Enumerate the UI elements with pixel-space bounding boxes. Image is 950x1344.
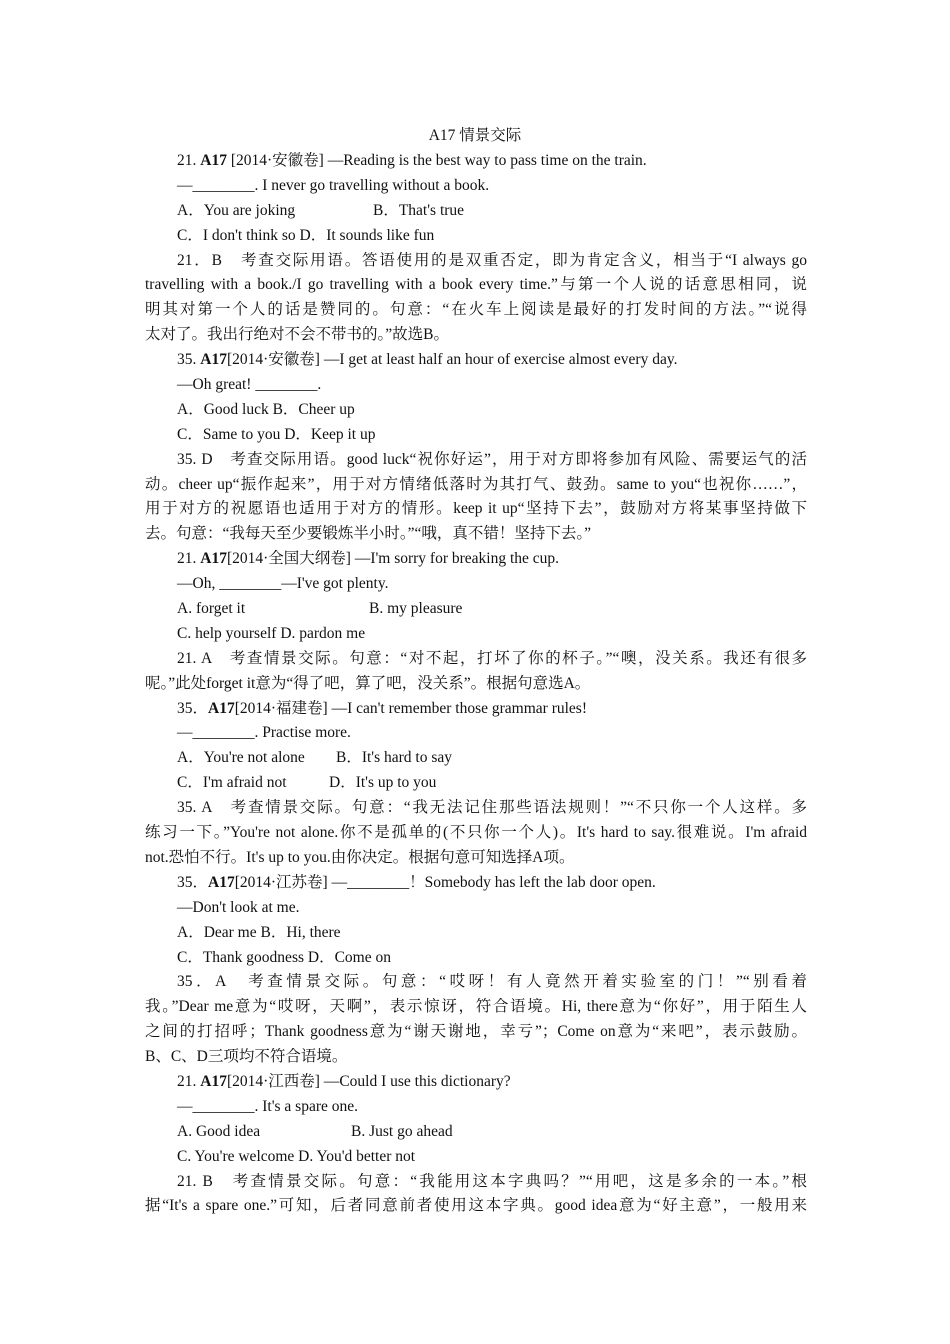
explanation-line: B、C、D三项均不符合语境。 <box>145 1048 348 1066</box>
options-row: A．Dear me B．Hi, there <box>177 923 341 941</box>
document-body <box>145 149 807 1219</box>
question-tag: A17 <box>200 152 227 169</box>
option-c: C．I'm afraid not <box>177 774 287 792</box>
option-b: B．That's true <box>373 201 465 219</box>
question-stem <box>145 348 807 373</box>
option-b: B. my pleasure <box>369 600 463 618</box>
question-response: —________. I never go travelling without a book. <box>177 176 490 194</box>
explanation-line: 21. A 考查情景交际。句意：“对不起，打坏了你的杯子。”“噢，没关系。我还有很多 <box>177 649 807 667</box>
question-tag: A17 <box>200 1072 227 1090</box>
options-row <box>145 746 807 771</box>
question-response: —Don't look at me. <box>177 898 300 916</box>
options-row: A．Good luck B．Cheer up <box>177 400 355 418</box>
question-number: 35． <box>177 699 209 717</box>
explanation-line: not.恐怕不行。It's up to you.由你决定。根据句意可知选择A项。 <box>145 848 575 866</box>
options-row: C．Thank goodness D．Come on <box>177 948 391 966</box>
page-title: A17 情景交际 <box>428 127 522 144</box>
explanation-line: 动。cheer up“振作起来”，用于对方情绪低落时为其打气、鼓劲。same to you“也祝你……”， <box>145 475 807 493</box>
question-tag: A17 <box>200 351 227 369</box>
explanation-line: 21．B 考查交际用语。答语使用的是双重否定，即为肯定含义，相当于“I always go <box>177 251 807 269</box>
explanation-line: 用于对方的祝愿语也适用于对方的情形。keep it up“坚持下去”，鼓励对方将某事坚持做下 <box>145 500 807 518</box>
explanation-line: 35. A 考查情景交际。句意：“我无法记住那些语法规则！”“不只你一个人这样。多 <box>177 799 807 817</box>
options-row <box>145 597 807 622</box>
question-stem <box>145 547 807 572</box>
explanation-line: 据“It's a spare one.”可知，后者同意前者使用这本字典。good idea意为“好主意”，一般用来 <box>145 1197 807 1215</box>
question-response: —Oh great! ________. <box>177 376 322 394</box>
question-number: 21. <box>177 550 201 568</box>
question-number: 35． <box>177 873 209 891</box>
question-number: 21. <box>177 1072 201 1090</box>
explanation-line: 练习一下。”You're not alone.你不是孤单的(不只你一个人)。It's hard to say.很难说。I'm afraid <box>145 824 807 842</box>
question-tag: A17 <box>208 699 235 717</box>
explanation-line: travelling with a book./I go travelling with a book every time.”与第一个人说的话意思相同，说 <box>145 276 807 294</box>
option-a: A. Good idea <box>177 1122 261 1140</box>
explanation-line: 明其对第一个人的话是赞同的。句意：“在火车上阅读是最好的打发时间的方法。”“说得 <box>145 301 807 319</box>
options-row: C. You're welcome D. You'd better not <box>177 1147 416 1165</box>
question-response: —________. Practise more. <box>177 724 351 742</box>
option-a: A. forget it <box>177 600 246 618</box>
question-number: 21. <box>177 152 201 169</box>
question-response: —Oh, ________—I've got plenty. <box>177 575 389 593</box>
option-a: A．You are joking <box>177 201 296 219</box>
question-source-text: [2014·福建卷] —I can't remember those grammar rules! <box>234 699 588 717</box>
option-d: D．It's up to you <box>329 774 437 792</box>
options-row: C．Same to you D．Keep it up <box>177 425 376 443</box>
question-number: 35. <box>177 351 201 369</box>
options-row <box>145 199 807 224</box>
explanation-line: 35．A 考查情景交际。句意：“哎呀！有人竟然开着实验室的门！”“别看着 <box>177 973 807 991</box>
question-tag: A17 <box>208 873 235 891</box>
question-stem <box>145 871 807 896</box>
question-source-text: [2014·江苏卷] —________！Somebody has left the lab door open. <box>234 873 656 891</box>
question-stem <box>145 1070 807 1095</box>
question-source-text: [2014·全国大纲卷] —I'm sorry for breaking the cup. <box>226 550 560 568</box>
question-tag: A17 <box>200 550 227 568</box>
explanation-line: 我。”Dear me意为“哎呀，天啊”，表示惊讶，符合语境。Hi, there意为“你好”，用于陌生人 <box>145 998 807 1016</box>
options-row <box>145 1120 807 1145</box>
explanation-line: 之间的打招呼；Thank goodness意为“谢天谢地，幸亏”；Come on意为“来吧”，表示鼓励。 <box>145 1023 807 1041</box>
explanation-line: 太对了。我出行绝对不会不带书的。”故选B。 <box>145 326 449 344</box>
options-row <box>145 771 807 796</box>
question-source-text: [2014·安徽卷] —Reading is the best way to pass time on the train. <box>226 152 647 169</box>
question-stem <box>145 697 807 722</box>
explanation-line: 35. D 考查交际用语。good luck“祝你好运”，用于对方即将参加有风险、需要运气的活 <box>177 450 807 468</box>
options-row: C. help yourself D. pardon me <box>177 624 366 642</box>
option-b: B. Just go ahead <box>351 1122 453 1140</box>
explanation-line: 21. B 考查情景交际。句意：“我能用这本字典吗？”“用吧，这是多余的一本。”根 <box>177 1172 807 1190</box>
options-row: C．I don't think so D．It sounds like fun <box>177 226 435 244</box>
option-b: B．It's hard to say <box>336 749 453 767</box>
question-response: —________. It's a spare one. <box>177 1097 359 1115</box>
question-source-text: [2014·江西卷] —Could I use this dictionary? <box>226 1072 511 1090</box>
question-source-text: [2014·安徽卷] —I get at least half an hour of exercise almost every day. <box>226 351 678 369</box>
explanation-line: 呢。”此处forget it意为“得了吧，算了吧，没关系”。根据句意选A。 <box>145 674 591 692</box>
explanation-line: 去。句意：“我每天至少要锻炼半小时。”“哦，真不错！坚持下去。” <box>145 525 592 543</box>
option-a: A．You're not alone <box>177 749 305 767</box>
question-stem <box>145 149 807 174</box>
